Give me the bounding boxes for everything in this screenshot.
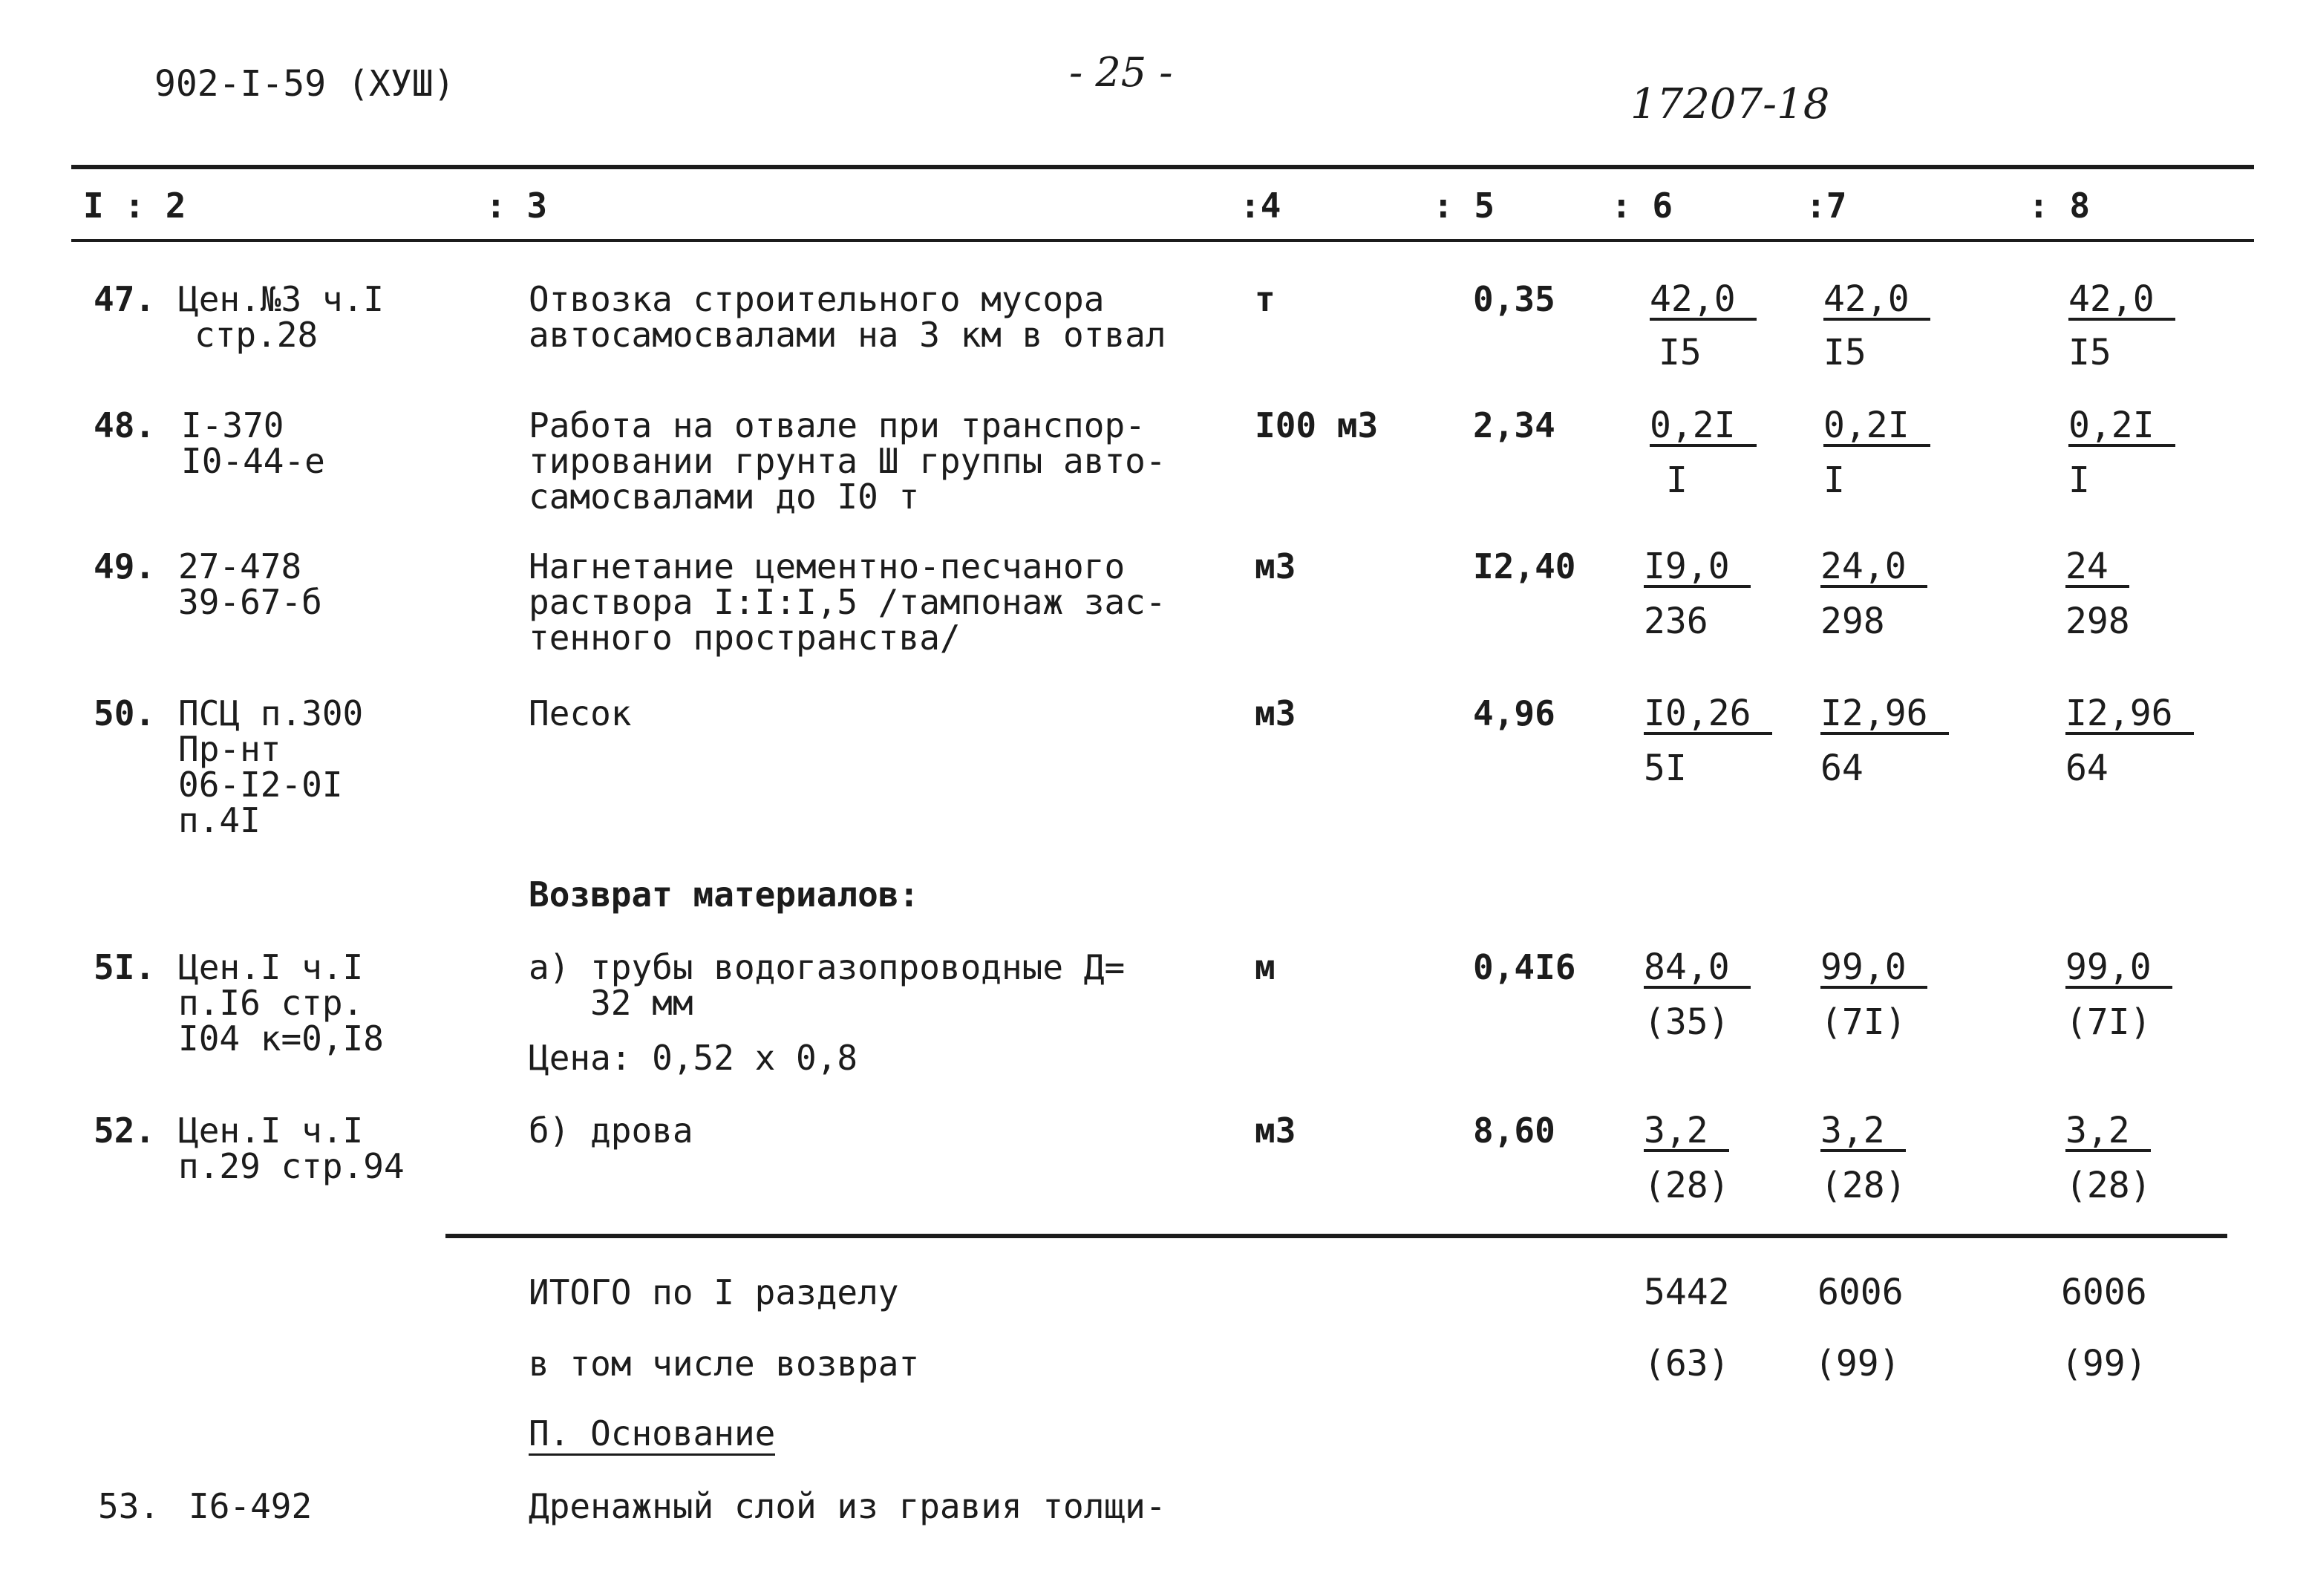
unit-price: 99,0	[1820, 949, 1927, 989]
total-cost: 64	[2065, 748, 2109, 789]
reference-line: 39-67-б	[178, 582, 322, 622]
top-rule	[71, 165, 2254, 169]
itogo-col7: 6006	[1817, 1272, 1904, 1313]
page-number: - 25 -	[1069, 49, 1173, 96]
col-header-1-2: I : 2	[83, 186, 186, 226]
itogo-label: ИТОГО по I разделу	[529, 1272, 899, 1312]
unit-price: 0,2I	[1823, 407, 1930, 447]
col-header-8: : 8	[2028, 186, 2091, 226]
unit-price: I0,26	[1644, 695, 1772, 735]
unit-price: 24	[2065, 548, 2129, 588]
quantity: 0,35	[1473, 279, 1555, 319]
quantity: 4,96	[1473, 693, 1555, 733]
price-note: Цена: 0,52 x 0,8	[529, 1038, 858, 1078]
unit-price: 99,0	[2065, 949, 2172, 989]
row-number: 52.	[94, 1111, 156, 1151]
itogo-col6: 5442	[1644, 1272, 1730, 1313]
col-header-4: :4	[1240, 186, 1281, 226]
total-cost: I5	[2068, 332, 2111, 373]
reference-line: Цен.№3 ч.I	[178, 279, 384, 319]
reference-line: п.29 стр.94	[178, 1146, 405, 1186]
description-line: тенного пространства/	[529, 618, 961, 658]
total-cost: 64	[1820, 748, 1864, 789]
row-number: 49.	[94, 546, 156, 586]
col-header-5: : 5	[1433, 186, 1495, 226]
total-cost: 236	[1644, 601, 1708, 642]
description-line: автосамосвалами на 3 км в отвал	[529, 315, 1166, 355]
returns-col8: (99)	[2061, 1343, 2147, 1384]
description-line: раствора I:I:I,5 /тампонаж зас-	[529, 582, 1166, 622]
handwritten-inventory-number: 17207-18	[1630, 80, 1830, 128]
description-line: б) дрова	[529, 1111, 693, 1151]
total-cost: (35)	[1644, 1001, 1730, 1043]
reference-line: 27-478	[178, 546, 302, 586]
quantity: 0,4I6	[1473, 947, 1576, 987]
description-line: Дренажный слой из гравия толщи-	[529, 1486, 1166, 1526]
description-line: самосвалами до I0 т	[529, 477, 920, 517]
row-number: 5I.	[94, 947, 156, 987]
returns-label: в том числе возврат	[529, 1344, 920, 1384]
col-header-6: : 6	[1611, 186, 1673, 226]
total-cost: 298	[1820, 601, 1885, 642]
returns-col7: (99)	[1815, 1343, 1901, 1384]
description-line: 32 мм	[529, 983, 693, 1023]
returns-heading: Возврат материалов:	[529, 874, 920, 915]
reference-line: ПСЦ п.300	[178, 693, 364, 733]
total-cost: I5	[1659, 332, 1702, 373]
unit-price: 3,2	[1820, 1112, 1906, 1152]
reference-line: Пр-нт	[178, 729, 281, 769]
unit: м	[1255, 947, 1276, 987]
total-cost: (7I)	[2065, 1001, 2152, 1043]
total-cost: I	[1666, 459, 1688, 501]
row-number: 50.	[94, 693, 156, 733]
total-cost: 298	[2065, 601, 2130, 642]
reference-line: п.4I	[178, 800, 261, 840]
unit: м3	[1255, 693, 1296, 733]
description-line: Песок	[529, 693, 632, 733]
section-title: П. Основание	[529, 1415, 775, 1456]
total-cost: (28)	[1820, 1165, 1907, 1206]
unit-price: 84,0	[1644, 949, 1751, 989]
reference-line: 06-I2-0I	[178, 765, 343, 805]
total-cost: (28)	[1644, 1165, 1730, 1206]
total-cost: I5	[1823, 332, 1866, 373]
unit-price: 42,0	[2068, 281, 2175, 321]
reference-line: I6-492	[189, 1486, 313, 1526]
total-cost: 5I	[1644, 748, 1687, 789]
total-cost: (28)	[2065, 1165, 2152, 1206]
reference-line: I04 к=0,I8	[178, 1018, 384, 1059]
unit: I00 м3	[1255, 405, 1379, 445]
unit-price: 0,2I	[1650, 407, 1757, 447]
unit: м3	[1255, 1111, 1296, 1151]
unit-price: 3,2	[2065, 1112, 2151, 1152]
reference-line: п.I6 стр.	[178, 983, 364, 1023]
unit-price: I2,96	[1820, 695, 1949, 735]
quantity: 2,34	[1473, 405, 1555, 445]
unit-price: I9,0	[1644, 548, 1751, 588]
document-code: 902-I-59 (XУШ)	[154, 63, 455, 105]
total-cost: (7I)	[1820, 1001, 1907, 1043]
row-number: 53.	[98, 1486, 160, 1526]
unit-price: 24,0	[1820, 548, 1927, 588]
col-header-3: : 3	[486, 186, 548, 226]
reference-line: Цен.I ч.I	[178, 1111, 364, 1151]
reference-line: I0-44-е	[181, 441, 325, 481]
description-line: а) трубы водогазопроводные Д=	[529, 947, 1126, 987]
description-line: Нагнетание цементно-песчаного	[529, 546, 1126, 586]
row-number: 48.	[94, 405, 156, 445]
unit: т	[1255, 279, 1276, 319]
totals-rule	[445, 1234, 2227, 1238]
unit-price: 0,2I	[2068, 407, 2175, 447]
quantity: 8,60	[1473, 1111, 1555, 1151]
unit: м3	[1255, 546, 1296, 586]
unit-price: I2,96	[2065, 695, 2194, 735]
description-line: Отвозка строительного мусора	[529, 279, 1105, 319]
description-line: тировании грунта Ш группы авто-	[529, 441, 1166, 481]
total-cost: I	[1823, 459, 1845, 501]
col-header-7: :7	[1806, 186, 1847, 226]
itogo-col8: 6006	[2061, 1272, 2147, 1313]
quantity: I2,40	[1473, 546, 1576, 586]
unit-price: 3,2	[1644, 1112, 1729, 1152]
header-bottom-rule	[71, 239, 2254, 242]
reference-line: Цен.I ч.I	[178, 947, 364, 987]
unit-price: 42,0	[1650, 281, 1757, 321]
description-line: Работа на отвале при транспор-	[529, 405, 1146, 445]
unit-price: 42,0	[1823, 281, 1930, 321]
returns-col6: (63)	[1644, 1343, 1730, 1384]
total-cost: I	[2068, 459, 2090, 501]
row-number: 47.	[94, 279, 156, 319]
reference-line: I-370	[181, 405, 284, 445]
reference-line: стр.28	[195, 315, 319, 355]
